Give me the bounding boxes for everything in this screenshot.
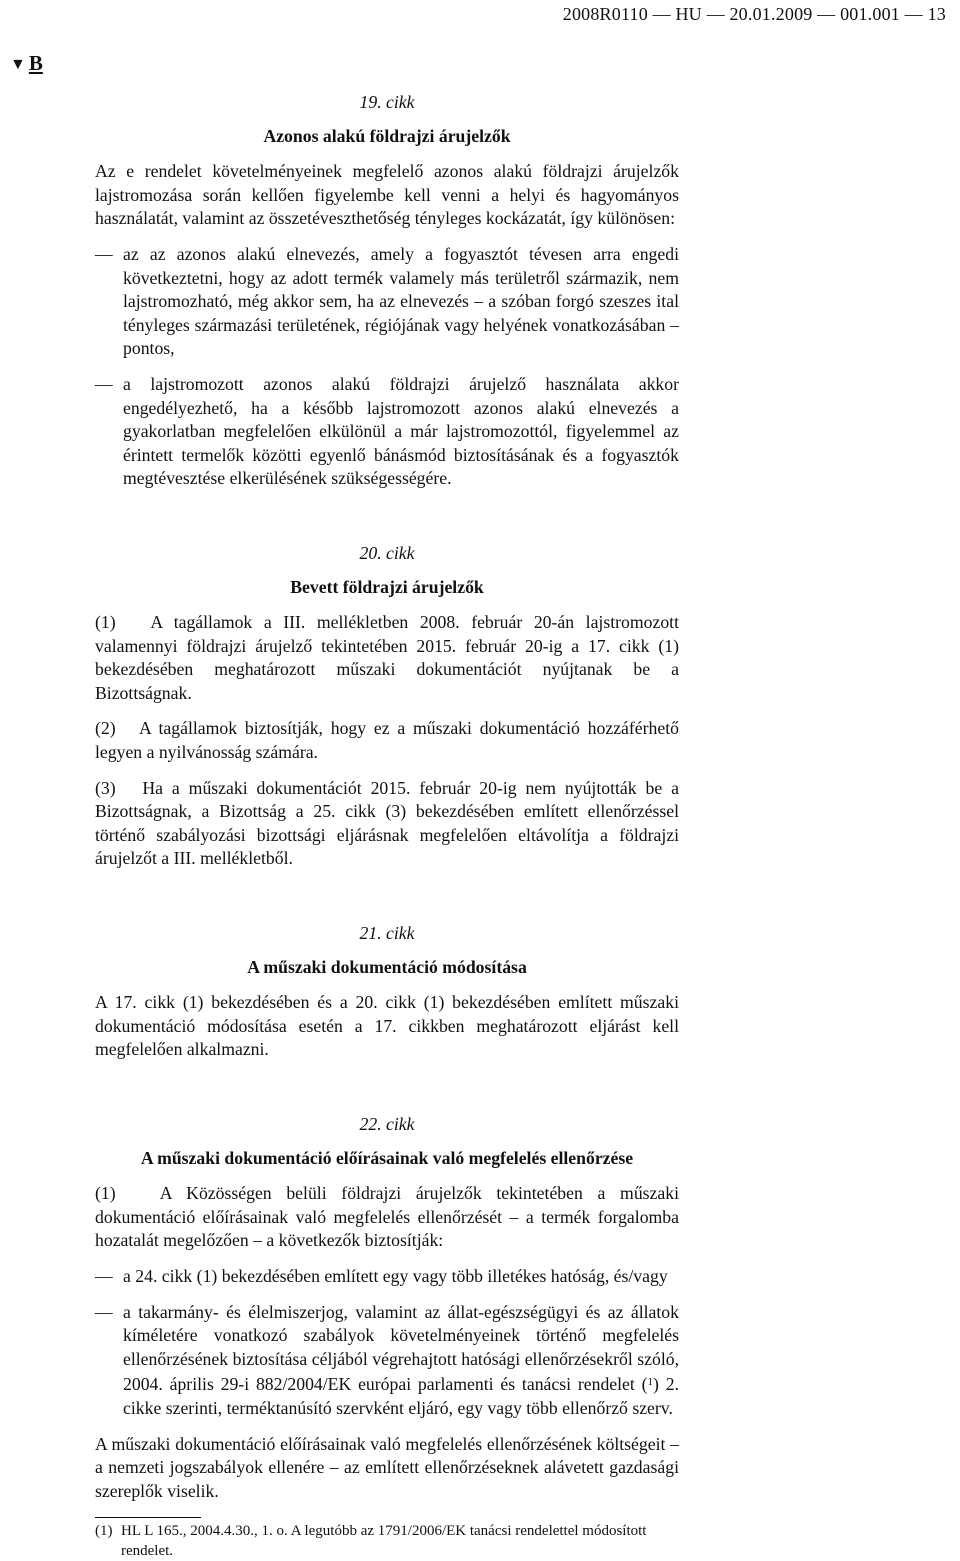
list-item: [95, 243, 679, 361]
list-item-text: a lajstromozott azonos alakú földrajzi árujelző használata akkor engedélyezhető, ha a később lajstromozott azonos alakú elnevezés a gyakorlatban megfelelően elkülönül a már lajstromozottól, figyelemmel az érintett termelők közötti egyenlő bánásmód biztosításának és a fogyasztók megtévesztése elkerülésének szükségességére.: [123, 373, 679, 489]
article-20-number: 20. cikk: [359, 542, 415, 563]
dash-bullet: —: [95, 1265, 113, 1286]
article-19-number: 19. cikk: [359, 92, 415, 112]
page-header: 2008R0110 — HU — 20.01.2009 — 001.001 — 13: [562, 4, 946, 24]
article-22-number: 22. cikk: [359, 1114, 415, 1134]
footnote-reference[interactable]: 1: [647, 1376, 654, 1389]
footnote-text: HL L 165., 2004.4.30., 1. o. A legutóbb az 1791/2006/EK tanácsi rendelettel módosított rendelet.: [121, 1523, 647, 1559]
list-item-text: az az azonos alakú elnevezés, amely a fogyasztót tévesen arra engedi következtetni, hogy az adott termék valamely más területről származik, nem lajstromozható, még akkor sem, ha az elnevezés – a szóban forgó szeszes ital tényleges származási területének, régiójának vagy helyének vonatkozásában – pontos,: [123, 243, 679, 359]
article-20-paragraph-1: (1) A tagállamok a III. mellékletben 2008. február 20-án lajstromozott valamennyi földrajzi árujelző tekintetében 2015. február 20-ig a 17. cikk (1) bekezdésében meghatározott műszaki dokumentációt nyújtanak be a Bizottságnak.: [95, 612, 679, 703]
triangle-down-icon: ▼: [10, 56, 26, 73]
article-21-number: 21. cikk: [359, 923, 415, 944]
list-item-text: a 24. cikk (1) bekezdésében említett egy vagy több illetékes hatóság, és/vagy: [123, 1265, 668, 1286]
article-19-title: Azonos alakú földrajzi árujelzők: [263, 125, 511, 146]
article-20-paragraph-3: (3) Ha a műszaki dokumentációt 2015. február 20-ig nem nyújtották be a Bizottságnak, a Bizottság a 25. cikk (3) bekezdésében említett ellenőrzéssel történő szabályozási bizottsági eljárásnak megfelelően eltávolítja a földrajzi árujelzőt a III. mellékletből.: [95, 777, 679, 869]
dash-bullet: —: [95, 243, 113, 264]
dash-bullet: —: [95, 1301, 113, 1322]
list-item: [95, 373, 679, 491]
consolidation-marker[interactable]: [10, 51, 43, 76]
list-item-text: a takarmány- és élelmiszerjog, valamint az állat-egészségügyi és az állatok kíméletére vonatkozó szabályok követelményeinek történő megfelelés ellenőrzésének biztosítása céljából végrehajtott hatósági ellenőrzésekről szóló, 2004. április 29-i 882/2004/EK európai parlamenti és tanácsi rendelet (: [123, 1301, 679, 1395]
article-21-title: A műszaki dokumentáció módosítása: [247, 956, 527, 977]
article-22-paragraph-1: (1) A Közösségen belüli földrajzi árujelzők tekintetében a műszaki dokumentáció előírásainak való megfelelés ellenőrzését – a termék forgalomba hozatalát megelőzően – a következők biztosítják:: [95, 1183, 679, 1251]
dash-bullet: —: [95, 373, 113, 394]
article-19-intro: Az e rendelet követelményeinek megfelelő azonos alakú földrajzi árujelzők lajstromozása során kellően figyelembe kell venni a helyi és hagyományos használatát, valamint az összetéveszthetőség tényleges kockázatát, így különösen:: [95, 161, 679, 229]
list-item: [95, 1301, 679, 1421]
footnote: [95, 1521, 695, 1561]
document-body: [95, 91, 679, 1515]
list-item-text-cont: ) 2. cikke szerinti, terméktanúsító szervként eljáró, egy vagy több ellenőrző szerv.: [123, 1374, 680, 1418]
article-20-title: Bevett földrajzi árujelzők: [290, 576, 484, 597]
marker-label: B: [28, 51, 43, 75]
article-22-title: A műszaki dokumentáció előírásainak való megfelelés ellenőrzése: [140, 1147, 634, 1168]
article-20-paragraph-2: (2) A tagállamok biztosítják, hogy ez a műszaki dokumentáció hozzáférhető legyen a nyilvánosság számára.: [95, 718, 679, 763]
list-item: [95, 1265, 679, 1289]
article-21-text: A 17. cikk (1) bekezdésében és a 20. cikk (1) bekezdésében említett műszaki dokumentáció módosítása esetén a 17. cikkben meghatározott eljárást kell megfelelően alkalmazni.: [95, 992, 679, 1060]
footnote-divider: [95, 1517, 201, 1518]
footnote-mark: (1): [95, 1523, 113, 1539]
article-22-closing: A műszaki dokumentáció előírásainak való megfelelés ellenőrzésének költségeit – a nemzeti jogszabályok ellenére – az említett ellenőrzéseknek alávetett gazdasági szereplők viselik.: [95, 1433, 679, 1501]
